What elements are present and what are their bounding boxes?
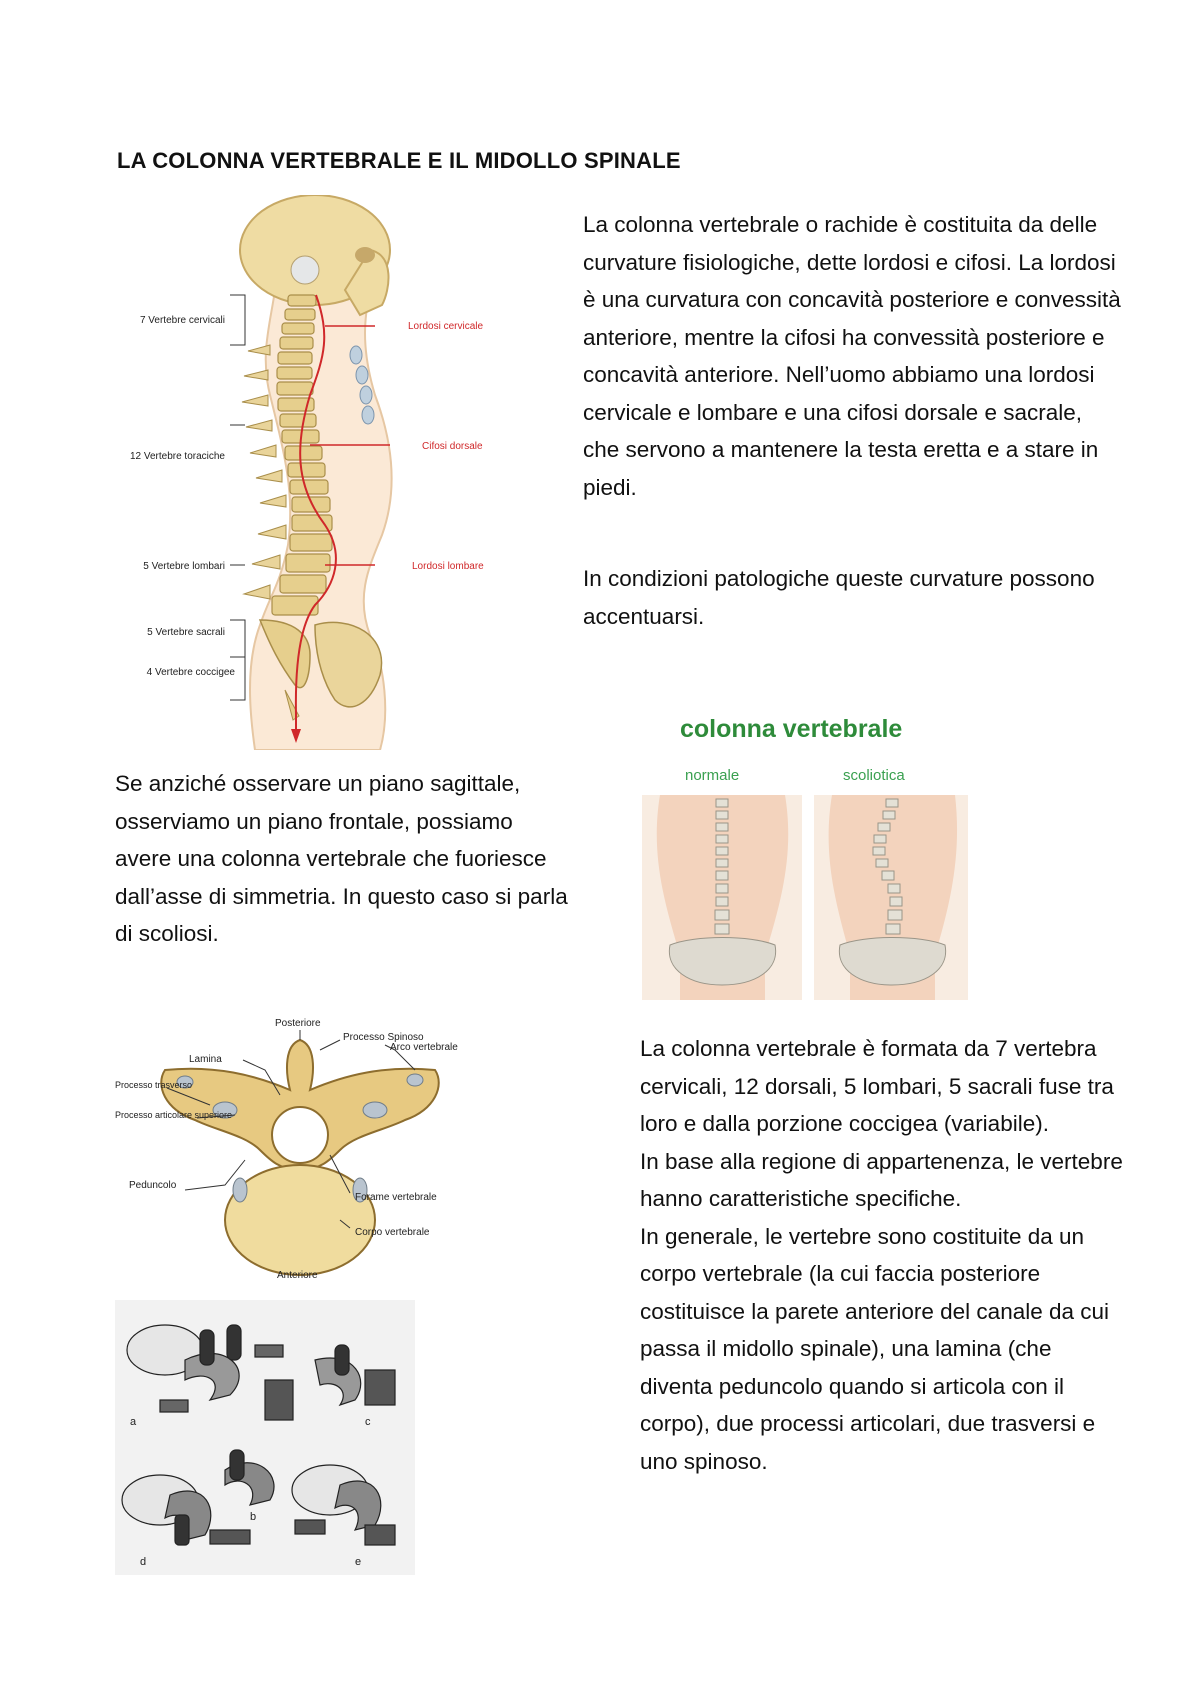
paragraph-line-1: La colonna vertebrale è formata da 7 vertebra cervicali, 12 dorsali, 5 lombari, 5 sacrali fuse tra loro e dalla porzione coccigea (variabile). bbox=[640, 1036, 1114, 1136]
label-coccygeal-vertebrae: 4 Vertebre coccigee bbox=[146, 667, 235, 678]
paragraph-pathological: In condizioni patologiche queste curvature possono accentuarsi. bbox=[583, 566, 1095, 629]
paragraph-line-3: In generale, le vertebre sono costituite da un corpo vertebrale (la cui faccia posteriore costituisce la parete anteriore del canale da cui passa il midollo spinale), una lamina (che diventa peduncolo quando si articola con il corpo), due processi articolari, due trasversi e uno spinoso. bbox=[640, 1223, 1110, 1474]
label-lumbar-lordosis: Lordosi lombare bbox=[412, 561, 484, 572]
label-thoracic-vertebrae: 12 Vertebre toraciche bbox=[129, 451, 225, 462]
spine-sagittal-figure bbox=[120, 195, 510, 750]
schema-letter-c: c bbox=[365, 1416, 371, 1428]
vertebral-foramen bbox=[272, 1107, 328, 1163]
eye-socket bbox=[355, 247, 375, 263]
label-scoliotic: scoliotica bbox=[843, 767, 905, 784]
label-transverse-process: Processo trasverso bbox=[115, 1080, 193, 1090]
page-title: LA COLONNA VERTEBRALE E IL MIDOLLO SPINALE bbox=[117, 148, 681, 173]
paragraph-vertebrae-structure bbox=[640, 1030, 1130, 1480]
label-sacral-vertebrae: 5 Vertebre sacrali bbox=[147, 627, 225, 638]
label-lamina: Lamina bbox=[189, 1054, 222, 1065]
label-normal: normale bbox=[685, 767, 740, 784]
vertebra-figure bbox=[115, 1010, 485, 1285]
scoliosis-backs bbox=[640, 795, 970, 1000]
label-brackets bbox=[230, 295, 245, 700]
ear-shape bbox=[291, 256, 319, 284]
schema-letter-e: e bbox=[355, 1556, 362, 1568]
label-spinous-process: Processo Spinoso bbox=[343, 1032, 424, 1043]
scoliosis-figure-title: colonna vertebrale bbox=[680, 715, 903, 743]
label-cervical-vertebrae: 7 Vertebre cervicali bbox=[139, 315, 225, 326]
label-superior-articular-process: Processo articolare superiore bbox=[115, 1110, 233, 1120]
scoliosis-figure bbox=[640, 715, 970, 1005]
paragraph-line-2: In base alla regione di appartenenza, le vertebre hanno caratteristiche specifiche. bbox=[640, 1148, 1123, 1211]
schema-letter-d: d bbox=[140, 1556, 147, 1568]
schema-letter-b: b bbox=[250, 1511, 257, 1523]
paragraph-curvatures: La colonna vertebrale o rachide è costituita da delle curvature fisiologiche, dette lordosi e cifosi. La lordosi è una curvatura con concavità posteriore e convessità anteriore, mentre la cifosi ha convessità posteriore e concavità anteriore. Nell’uomo abbiamo una lordosi cervicale e lombare e una cifosi dorsale e sacrale, che servono a mantenere la testa eretta e a stare in piedi. bbox=[583, 212, 1121, 500]
vertebra-schema-figure bbox=[115, 1300, 415, 1575]
label-cervical-lordosis: Lordosi cervicale bbox=[408, 321, 484, 332]
label-anterior: Anteriore bbox=[277, 1270, 318, 1281]
label-vertebral-body: Corpo vertebrale bbox=[355, 1227, 430, 1238]
normal-spine bbox=[715, 799, 729, 934]
paragraph-scoliosis: Se anziché osservare un piano sagittale, osserviamo un piano frontale, possiamo avere una colonna vertebrale che fuoriesce dall’asse di simmetria. In questo caso si parla di scoliosi. bbox=[115, 771, 568, 946]
label-vertebral-arch: Arco vertebrale bbox=[390, 1042, 458, 1053]
label-pedicle: Peduncolo bbox=[129, 1180, 177, 1191]
schema-letter-a: a bbox=[130, 1416, 137, 1428]
label-posterior: Posteriore bbox=[275, 1018, 321, 1029]
label-vertebral-foramen: Forame vertebrale bbox=[355, 1192, 437, 1203]
label-dorsal-kyphosis: Cifosi dorsale bbox=[422, 441, 483, 452]
vertebral-body bbox=[225, 1165, 375, 1275]
label-lumbar-vertebrae: 5 Vertebre lombari bbox=[143, 561, 225, 572]
